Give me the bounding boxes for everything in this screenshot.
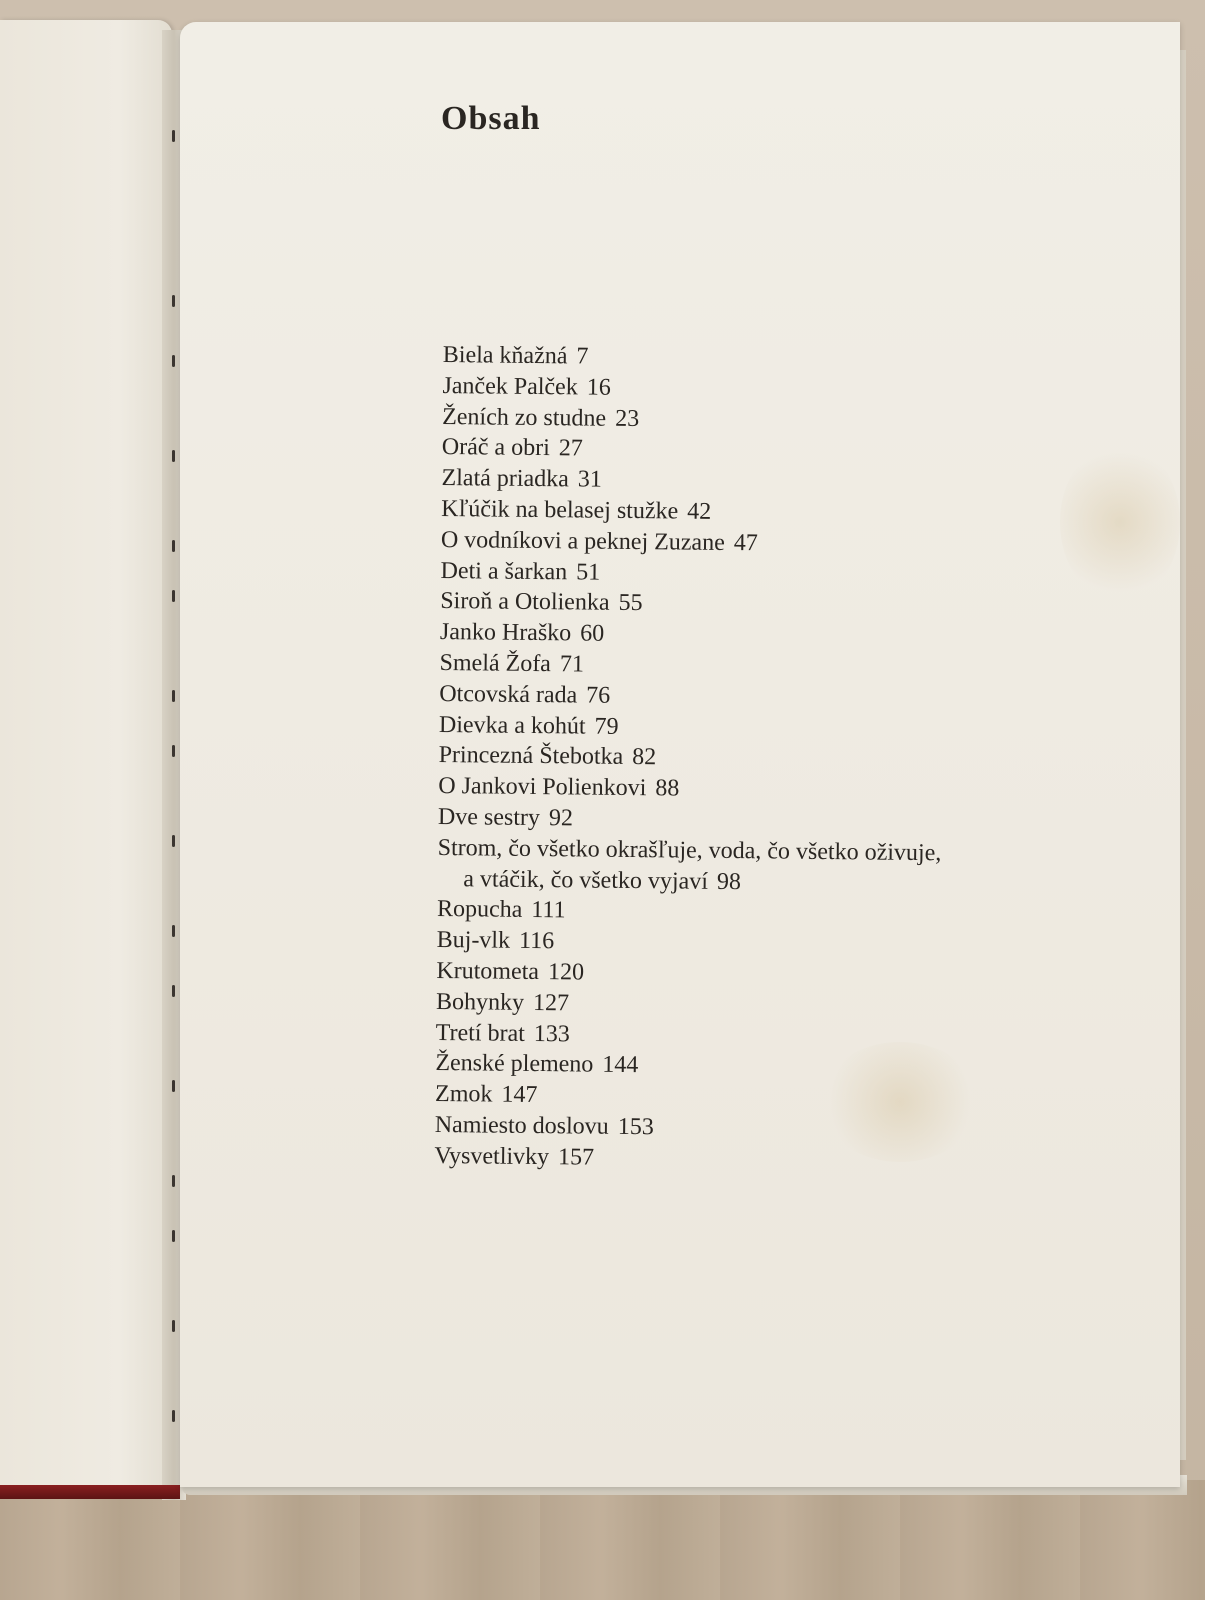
toc-entry-page: 98 xyxy=(716,868,742,895)
toc-entry-page: 116 xyxy=(518,927,555,955)
toc-entry-page: 60 xyxy=(580,620,605,647)
binding-stitch xyxy=(172,835,175,847)
toc-entry-title: Buj-vlk xyxy=(436,927,511,954)
binding-stitch xyxy=(172,590,175,602)
toc-entry-title: Ropucha xyxy=(436,896,523,924)
toc-entry-title: Kľúčik na belasej stužke xyxy=(441,495,679,525)
binding-stitch xyxy=(172,1175,175,1187)
toc-entry-page: 144 xyxy=(602,1052,639,1079)
binding-stitch xyxy=(172,1080,175,1092)
toc-entry-title: Biela kňažná xyxy=(442,341,568,370)
toc-entry-page: 31 xyxy=(577,466,602,493)
toc-entry-page: 133 xyxy=(533,1020,570,1047)
toc-entry-page: 76 xyxy=(586,682,611,709)
binding-stitch xyxy=(172,690,175,702)
toc-entry-page: 127 xyxy=(532,989,570,1017)
toc-entry xyxy=(437,833,1078,901)
toc-entry-page: 55 xyxy=(618,590,643,617)
toc-entry-title: Janko Hraško xyxy=(439,619,572,647)
toc-entry-page: 71 xyxy=(559,651,585,678)
toc-entry-title: Ženské plemeno xyxy=(435,1050,594,1078)
toc-entry-title: Otcovská rada xyxy=(439,680,578,709)
binding-stitch xyxy=(172,450,175,462)
toc-entry-title: Zlatá priadka xyxy=(441,465,569,493)
binding-stitch xyxy=(172,985,175,997)
binding-stitch xyxy=(172,925,175,937)
toc-entry-title: Tretí brat xyxy=(435,1019,525,1047)
toc-entry-page: 153 xyxy=(617,1113,654,1141)
toc-entry-page: 82 xyxy=(632,744,657,771)
toc-entry-title: Deti a šarkan xyxy=(440,557,568,585)
toc-entry-title: Krutometa xyxy=(436,957,540,985)
toc-entry-page: 51 xyxy=(576,558,601,586)
toc-entry-page: 47 xyxy=(733,529,758,557)
binding-stitch xyxy=(172,1320,175,1332)
toc-entry-title: Janček Palček xyxy=(442,372,578,401)
toc-entry-title: Dievka a kohút xyxy=(438,711,586,740)
binding-stitch xyxy=(172,130,175,142)
cover-edge xyxy=(0,1485,180,1499)
toc-entry-title-line: a vtáčik, čo všetko vyjaví xyxy=(463,865,709,895)
toc-entry-page: 42 xyxy=(687,498,712,525)
binding-stitch xyxy=(172,745,175,757)
table-of-contents xyxy=(434,340,1083,1178)
toc-entry-title: Bohynky xyxy=(435,988,525,1016)
toc-entry-title: O vodníkovi a peknej Zuzane xyxy=(440,526,725,556)
toc-entry-page: 79 xyxy=(594,713,619,740)
toc-entry-page: 111 xyxy=(531,897,566,924)
binding-stitch xyxy=(172,295,175,307)
page-title: Obsah xyxy=(441,100,541,137)
toc-entry-page: 157 xyxy=(557,1143,595,1171)
toc-entry-page: 88 xyxy=(655,775,680,802)
toc-entry-title: O Jankovi Polienkovi xyxy=(438,773,647,802)
binding-stitch xyxy=(172,1230,175,1242)
toc-entry-page: 16 xyxy=(586,374,611,401)
toc-entry-title: Dve sestry xyxy=(437,803,541,831)
toc-entry-title: Ženích zo studne xyxy=(442,403,607,432)
toc-entry-title: Vysvetlivky xyxy=(434,1142,550,1170)
toc-entry-title: Smelá Žofa xyxy=(439,649,552,678)
toc-entry-title: Zmok xyxy=(434,1081,493,1108)
binding-stitch xyxy=(172,540,175,552)
toc-entry-page: 23 xyxy=(615,405,640,432)
toc-entry-title: Princezná Štebotka xyxy=(438,742,624,771)
toc-entry-title: Strom, čo všetko okrašľuje, voda, čo všetko oživuje, xyxy=(437,834,942,866)
toc-entry-page: 120 xyxy=(547,959,585,986)
toc-entry-page: 7 xyxy=(576,343,589,370)
binding-stitch xyxy=(172,1410,175,1422)
toc-entry-title: Namiesto doslovu xyxy=(434,1111,609,1140)
toc-entry-page: 27 xyxy=(558,435,583,462)
binding-stitch xyxy=(172,355,175,367)
toc-entry-title: Oráč a obri xyxy=(441,434,550,462)
toc-entry-page: 147 xyxy=(501,1081,538,1109)
toc-entry-title: Siroň a Otolienka xyxy=(440,588,610,617)
left-page xyxy=(0,20,172,1495)
toc-entry-page: 92 xyxy=(548,805,574,832)
